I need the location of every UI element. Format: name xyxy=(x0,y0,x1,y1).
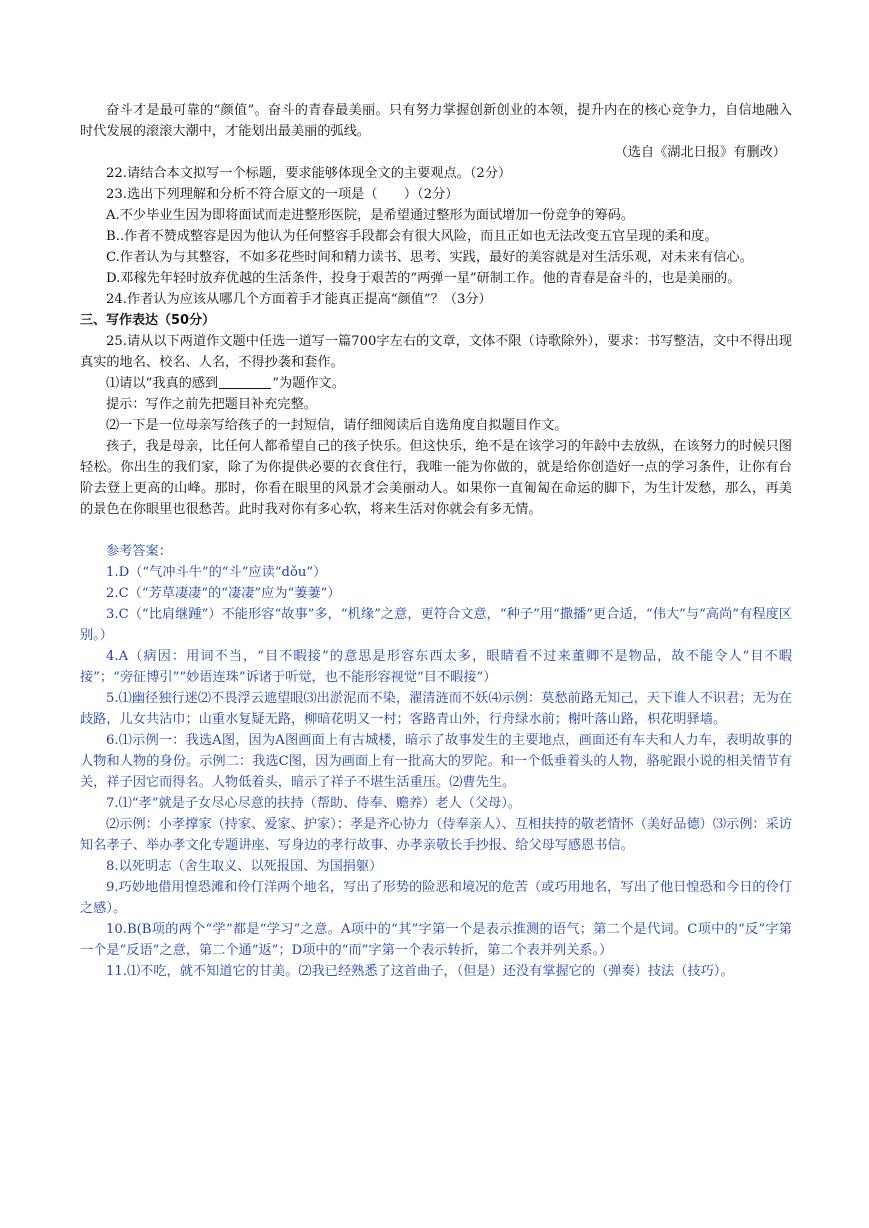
question-23: 23.选出下列理解和分析不符合原文的一项是（ ）（2分） xyxy=(106,187,459,202)
answer-3: 3.C（“比肩继踵”）不能形容“故事”多，“机缘”之意，更符合文意，“种子”用“撒播”更合适，“伟大”与“高尚”有程度区别。） xyxy=(80,607,792,643)
writing-option-1-suffix: ”为题作文。 xyxy=(272,376,345,391)
question-23-option-d: D.邓稼先年轻时放弃优越的生活条件，投身于艰苦的“两弹一星”研制工作。他的青春是奋斗的，也是美丽的。 xyxy=(106,271,741,286)
question-25: 25.请从以下两道作文题中任选一道写一篇700字左右的文章，文体不限（诗歌除外），要求：书写整洁，文中不得出现真实的地名、校名、人名，不得抄袭和套作。 xyxy=(80,334,792,370)
answers-title: 参考答案： xyxy=(106,544,172,559)
answer-7-part-2: ⑵示例：小孝撑家（持家、爱家、护家）；孝是齐心协力（侍奉亲人）、互相扶持的敬老情怀（美好品德）⑶示例：采访知名孝子、举办孝文化专题讲座、写身边的孝行故事、办孝亲敬长手抄报、给父母写感恩书信。 xyxy=(80,817,792,853)
answer-2: 2.C（“芳草凄凄”的“凄凄”应为“萋萋”） xyxy=(106,586,341,601)
answer-8: 8.以死明志（舍生取义、以死报国、为国捐躯） xyxy=(106,859,383,874)
passage-closing-paragraph: 奋斗才是最可靠的“颜值”。奋斗的青春最美丽。只有努力掌握创新创业的本领，提升内在的核心竞争力，自信地融入时代发展的滚滚大潮中，才能划出最美丽的弧线。 xyxy=(80,103,792,139)
question-23-option-a: A.不少毕业生因为即将面试而走进整形医院，是希望通过整形为面试增加一份竞争的筹码。 xyxy=(106,208,635,223)
answer-10: 10.B(B项的两个“学”都是“学习”之意。A项中的“其”字第一个是表示推测的语气；第二个是代词。C项中的“反”字第一个是“反语”之意，第二个通“返”；D项中的“而”字第一个表示转折，第二个表并列关系。） xyxy=(80,922,792,958)
writing-option-1 xyxy=(80,373,792,394)
section-heading-writing: 三、写作表达（50分） xyxy=(80,313,216,328)
answer-9: 9.巧妙地借用惶恐滩和伶仃洋两个地名，写出了形势的险恶和境况的危苦（或巧用地名，写出了他日惶恐和今日的伶仃之感）。 xyxy=(80,880,792,916)
answer-7-part-1: 7.⑴“孝”就是子女尽心尽意的扶持（帮助、侍奉、赡养）老人（父母）。 xyxy=(106,796,522,811)
answer-1: 1.D（“气冲斗牛”的“斗”应读“dǒu”） xyxy=(106,565,327,580)
answer-11: 11.⑴不吃，就不知道它的甘美。⑵我已经熟悉了这首曲子，（但是）还没有掌握它的（弹奏）技法（技巧）。 xyxy=(106,964,734,979)
writing-hint: 提示：写作之前先把题目补充完整。 xyxy=(106,397,317,412)
answer-5: 5.⑴幽径独行迷⑵不畏浮云遮望眼⑶出淤泥而不染，濯清涟而不妖⑷示例：莫愁前路无知己，天下谁人不识君；无为在歧路，儿女共沾巾；山重水复疑无路，柳暗花明又一村；客路青山外，行舟绿水前；榭叶落山路，枳花明驿墙。 xyxy=(80,691,792,727)
passage-source: （选自《湖北日报》有删改） xyxy=(614,145,786,160)
spacer xyxy=(80,520,792,541)
question-23-option-b: B..作者不赞成整容是因为他认为任何整容手段都会有很大风险，而且正如也无法改变五官呈现的柔和度。 xyxy=(106,229,718,244)
answer-4: 4.A（病因：用词不当，“目不暇接”的意思是形容东西太多，眼睛看不过来董卿不是物品，故不能令人“目不暇接”；“旁征博引”“妙语连珠”诉诸于听觉，也不能形容视觉“目不暇接”） xyxy=(80,649,792,685)
question-22: 22.请结合本文拟写一个标题，要求能够体现全文的主要观点。（2分） xyxy=(106,166,512,181)
answer-6: 6.⑴示例一：我选A图，因为A图画面上有古城楼，暗示了故事发生的主要地点，画面还有车夫和人力车，表明故事的人物和人物的身份。示例二：我选C图，因为画面上有一批高大的罗陀。和一个低垂着头的人物，骆驼跟小说的相关情节有关，祥子因它而得名。人物低着头，暗示了祥子不堪生活重压。⑵曹先生。 xyxy=(80,733,792,790)
document-page xyxy=(80,100,792,982)
writing-option-2: ⑵一下是一位母亲写给孩子的一封短信，请仔细阅读后自选角度自拟题目作文。 xyxy=(106,418,568,433)
writing-option-1-prefix: ⑴请以“我真的感到 xyxy=(106,376,219,391)
fill-in-blank xyxy=(219,374,271,389)
question-24: 24.作者认为应该从哪几个方面着手才能真正提高“颜值”？（3分） xyxy=(106,292,492,307)
mother-letter: 孩子，我是母亲，比任何人都希望自己的孩子快乐。但这快乐，绝不是在该学习的年龄中去放纵，在该努力的时候只图轻松。你出生的我们家，除了为你提供必要的衣食住行，我唯一能为你做的，就是给你创造好一点的学习条件，让你有台阶去登上更高的山峰。那时，你看在眼里的风景才会美丽动人。如果你一直匍匐在命运的脚下，为生计发愁，那么，再美的景色在你眼里也很愁苦。此时我对你有多心软，将来生活对你就会有多无情。 xyxy=(80,439,792,517)
question-23-option-c: C.作者认为与其整容，不如多花些时间和精力读书、思考、实践，最好的美容就是对生活乐观，对未来有信心。 xyxy=(106,250,753,265)
